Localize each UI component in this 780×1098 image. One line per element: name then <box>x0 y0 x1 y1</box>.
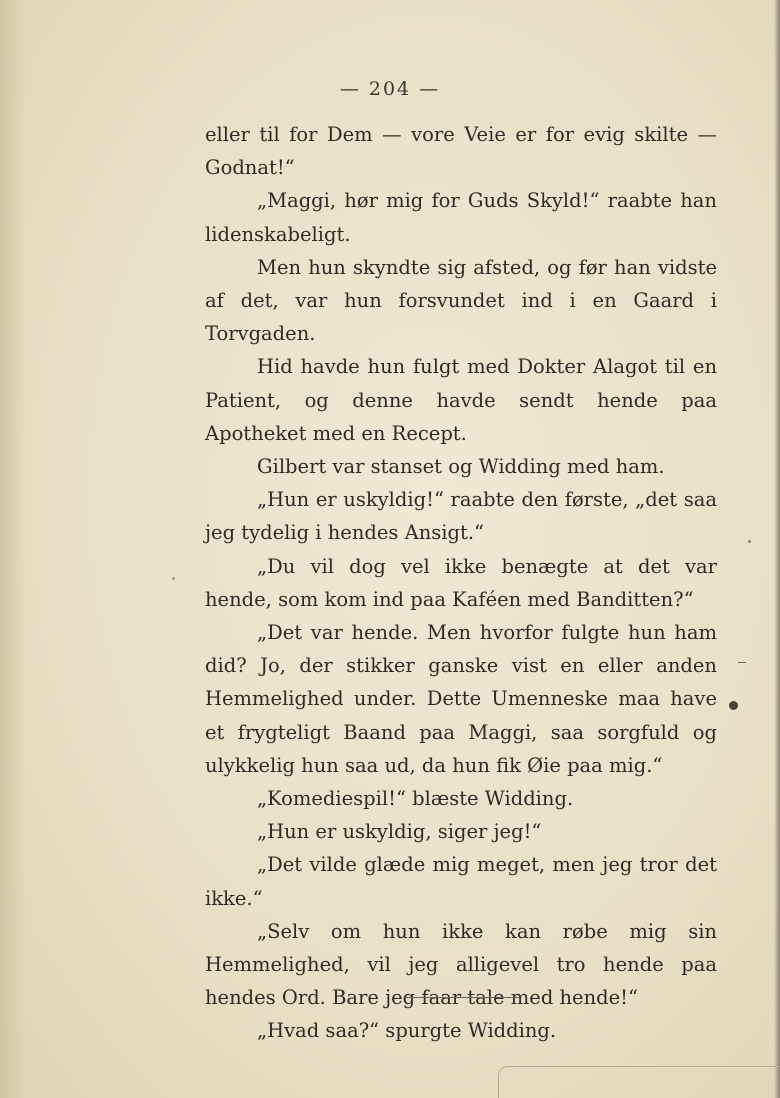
paragraph: „Maggi, hør mig for Guds Skyld!“ raabte han lidenskabeligt. <box>205 189 717 246</box>
paragraph: „Hun er uskyldig!“ raabte den første, „det saa jeg tydelig i hendes Ansigt.“ <box>205 488 717 545</box>
paragraph: „Selv om hun ikke kan røbe mig sin Hemmelighed, vil jeg alligevel tro hende paa hendes Ord. Bare jeg faar tale med hende!“ <box>205 919 717 1010</box>
body-text <box>205 118 717 1048</box>
page-edge <box>774 0 780 1098</box>
paper-speck <box>748 540 751 543</box>
paragraph: „Det vilde glæde mig meget, men jeg tror det ikke.“ <box>205 853 717 910</box>
paper-corner-mark <box>498 1066 780 1098</box>
binding-shadow <box>0 0 26 1098</box>
paragraph: „Hvad saa?“ spurgte Widding. <box>257 1019 557 1043</box>
paragraph: Gilbert var stanset og Widding med ham. <box>257 455 665 479</box>
paragraph: Men hun skyndte sig afsted, og før han vidste af det, var hun forsvundet ind i en Gaard i Torvgaden. <box>205 255 717 346</box>
paragraph: Hid havde hun fulgt med Dokter Alagot til en Patient, og denne havde sendt hende paa Apotheket med en Recept. <box>205 355 717 445</box>
page-number: — 204 — <box>339 78 441 100</box>
paragraph: „Hun er uskyldig, siger jeg!“ <box>257 820 542 844</box>
paper-speck <box>172 577 175 580</box>
paragraph: „Du vil dog vel ikke benægte at det var hende, som kom ind paa Kaféen med Banditten?“ <box>205 554 717 611</box>
paragraph: eller til for Dem — vore Veie er for evig skilte — Godnat!“ <box>205 123 717 180</box>
paragraph: „Komediespil!“ blæste Widding. <box>257 787 574 811</box>
paragraph: „Det var hende. Men hvorfor fulgte hun ham did? Jo, der stikker ganske vist en eller anden Hemmelighed under. Dette Umenneske maa have et frygteligt Baand paa Maggi, saa sorgfuld og ulykkelig hun saa ud, da hun fik Øie paa mig.“ <box>205 621 717 777</box>
ink-blot <box>729 701 738 710</box>
ink-dash-mark <box>738 662 746 663</box>
end-rule <box>405 997 520 998</box>
